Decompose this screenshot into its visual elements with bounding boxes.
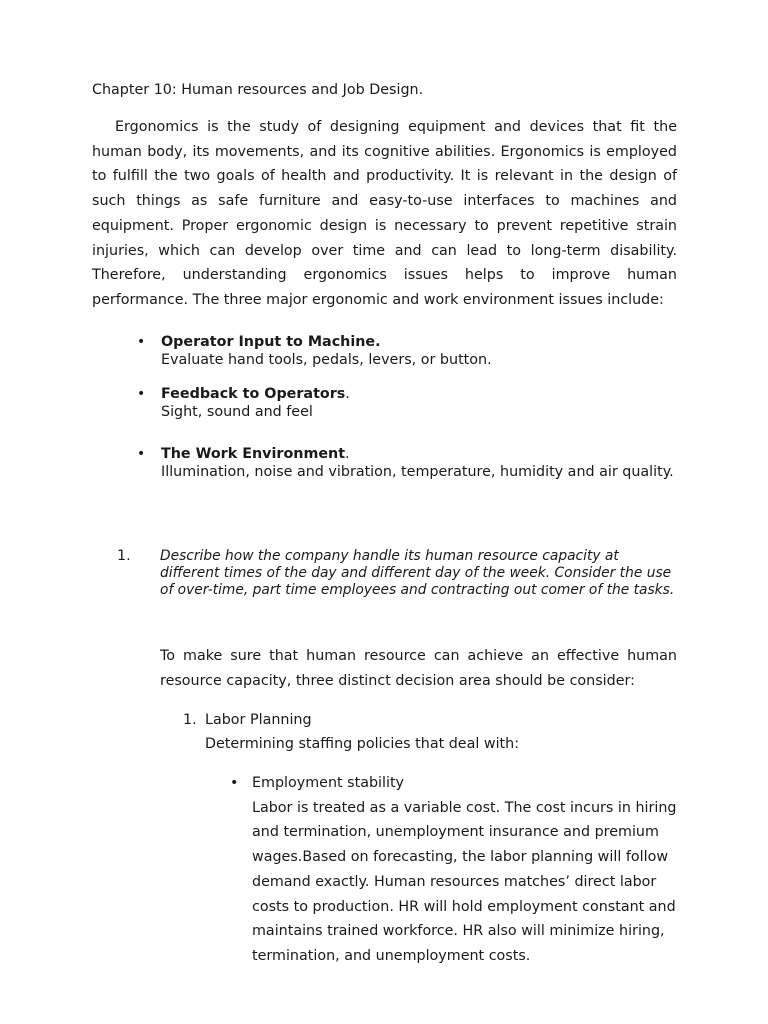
issue-heading: Feedback to Operators — [161, 386, 346, 402]
issue-item — [161, 446, 721, 481]
issue-heading: Operator Input to Machine. — [161, 334, 381, 350]
issue-item — [161, 334, 721, 369]
issue-item — [161, 386, 721, 421]
intro-paragraph: Ergonomics is the study of designing equipment and devices that fit the human body, its movements, and its cognitive abilities. Ergonomics is employed to fulfill the two goals of health and productivity. It is relevant in the design of such things as safe furniture and easy-to-use interfaces to machines and equipment. Proper ergonomic design is necessary to prevent repetitive strain injuries, which can develop over time and can lead to long-term disability. Therefore, understanding ergonomics issues helps to improve human performance. The three major ergonomic and work environment issues include: — [92, 119, 677, 308]
decision-area-title: Labor Planning — [205, 712, 312, 728]
policy-title: Employment stability — [252, 775, 405, 791]
issue-suffix: . — [345, 446, 350, 462]
question-number: 1. — [117, 548, 131, 564]
issues-list — [161, 334, 721, 481]
policy-block — [252, 771, 682, 969]
issue-detail: Evaluate hand tools, pedals, levers, or button. — [161, 351, 492, 368]
decision-area-description: Determining staffing policies that deal with: — [205, 736, 520, 752]
decision-area-number: 1. — [183, 712, 197, 728]
policy-line: Labor is treated as a variable cost. The cost incurs in hiring — [252, 799, 677, 816]
policy-line: and termination, unemployment insurance and premium — [252, 824, 659, 841]
policy-line: termination, and unemployment costs. — [252, 947, 531, 964]
answer-paragraph: To make sure that human resource can achieve an effective human resource capacity, three distinct decision area should be consider: — [160, 648, 677, 689]
policy-bullet: • — [230, 775, 239, 791]
issue-detail: Illumination, noise and vibration, temperature, humidity and air quality. — [161, 463, 674, 480]
issue-heading: The Work Environment — [161, 446, 346, 462]
chapter-title: Chapter 10: Human resources and Job Design. — [92, 82, 424, 98]
policy-line: wages.Based on forecasting, the labor planning will follow — [252, 849, 669, 866]
policy-line: costs to production. HR will hold employment constant and — [252, 898, 676, 915]
issue-detail: Sight, sound and feel — [161, 403, 313, 420]
question-text: Describe how the company handle its human resource capacity at different times of the day and different day of the week. Consider the use of over-time, part time employees and contracting out comer of the tasks. — [160, 548, 675, 598]
decision-area-heading — [183, 708, 312, 733]
issue-suffix: . — [345, 386, 350, 402]
policy-line: demand exactly. Human resources matches’ direct labor — [252, 873, 657, 890]
policy-line: maintains trained workforce. HR also will minimize hiring, — [252, 923, 665, 940]
